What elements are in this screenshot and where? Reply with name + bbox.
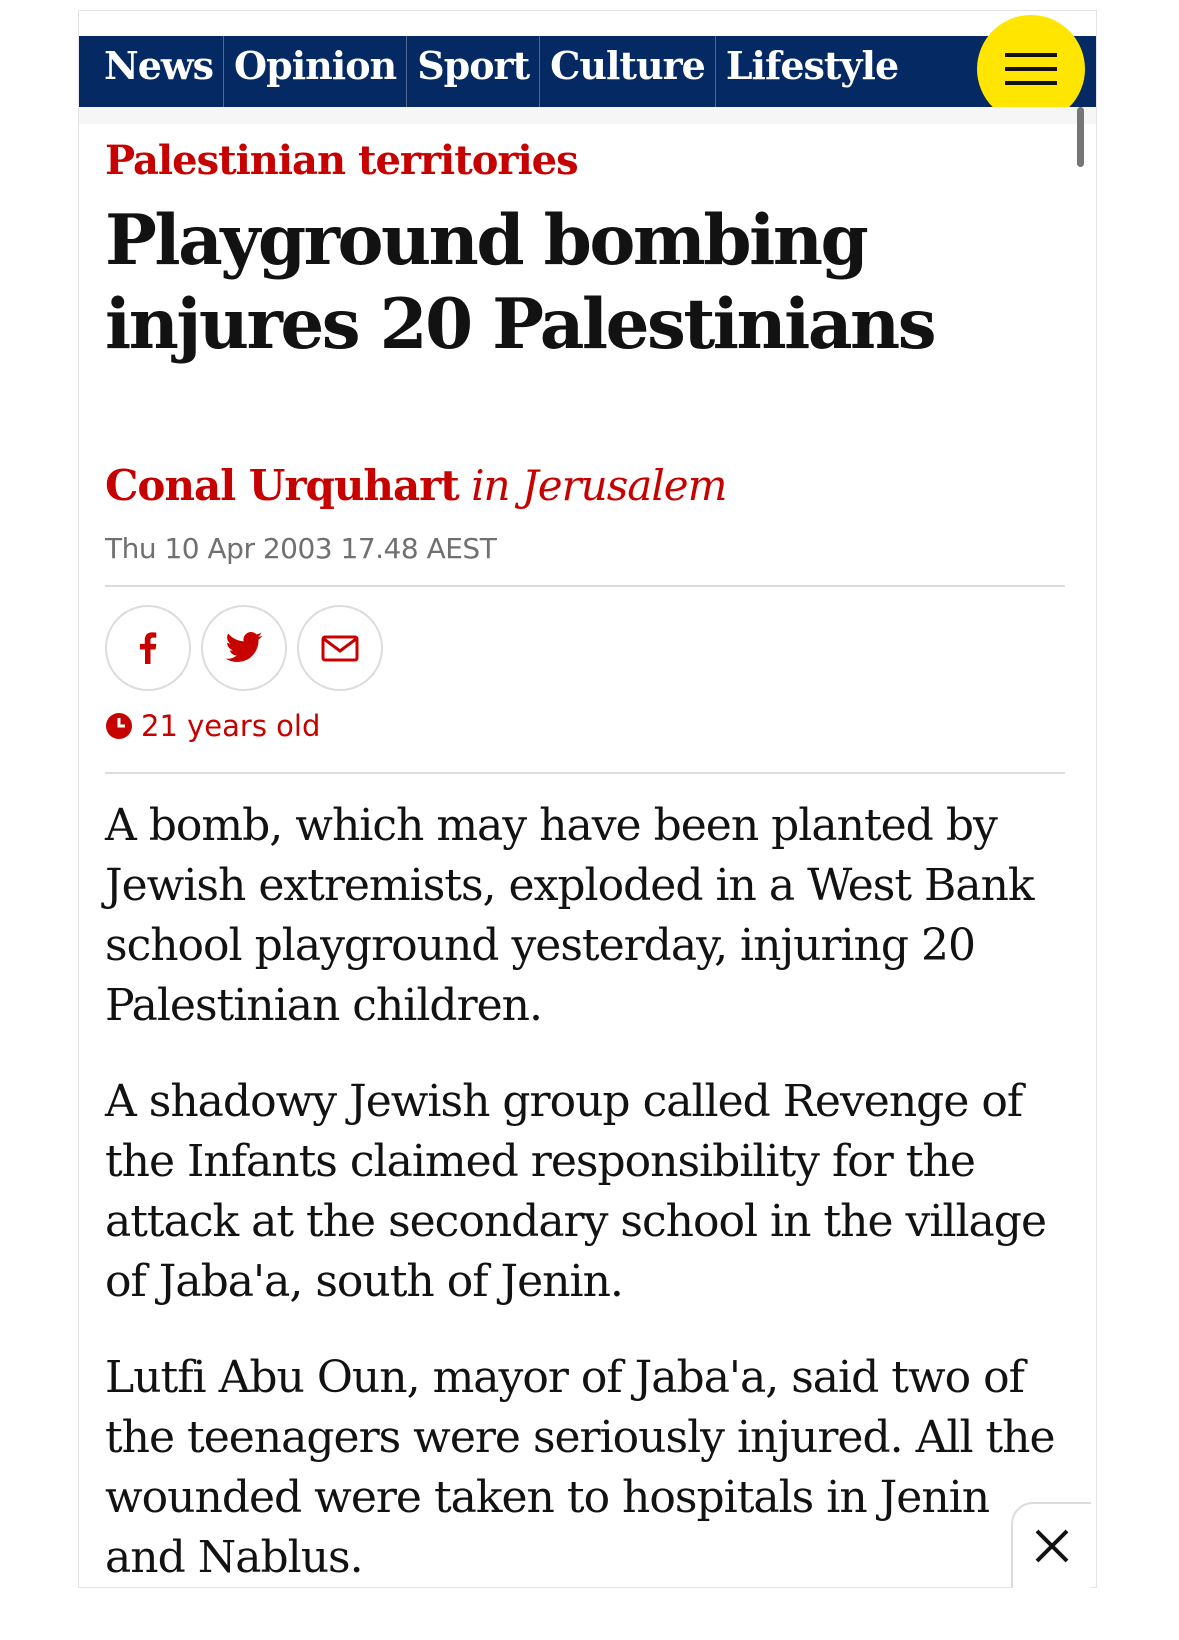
article-age-warning bbox=[105, 709, 1065, 743]
nav-item-sport[interactable]: Sport bbox=[407, 36, 540, 107]
close-button[interactable] bbox=[1011, 1502, 1091, 1588]
byline bbox=[105, 461, 1065, 510]
clock-icon bbox=[105, 712, 133, 740]
hamburger-menu-icon bbox=[1005, 53, 1057, 57]
close-icon bbox=[1033, 1527, 1071, 1565]
twitter-icon bbox=[224, 628, 264, 668]
nav-item-opinion[interactable]: Opinion bbox=[224, 36, 407, 107]
body-paragraph: Lutfi Abu Oun, mayor of Jaba'a, said two of the teenagers were seriously injured. All the wounded were taken to hospitals in Jenin and Nablus. bbox=[105, 1352, 1055, 1583]
article-age-label: 21 years old bbox=[141, 709, 321, 743]
nav-item-lifestyle[interactable]: Lifestyle bbox=[725, 43, 899, 88]
author-link[interactable]: Conal Urquhart bbox=[105, 461, 459, 510]
article-headline: Playground bombing injures 20 Palestinians bbox=[105, 200, 935, 365]
scrollbar[interactable] bbox=[1077, 107, 1084, 167]
nav-item-news[interactable]: News bbox=[79, 36, 224, 107]
share-facebook-button[interactable] bbox=[105, 605, 191, 691]
nav-divider-strip bbox=[79, 107, 1097, 124]
article bbox=[105, 131, 1065, 1588]
share-email-button[interactable] bbox=[297, 605, 383, 691]
body-paragraph: A shadowy Jewish group called Revenge of the Infants claimed responsibility for the attack at the secondary school in the village of Jaba'a, south of Jenin. bbox=[105, 1076, 1046, 1307]
facebook-icon bbox=[128, 628, 168, 668]
publish-date: Thu 10 Apr 2003 17.48 AEST bbox=[105, 532, 497, 565]
share-twitter-button[interactable] bbox=[201, 605, 287, 691]
body-paragraph: A bomb, which may have been planted by Jewish extremists, exploded in a West Bank school playground yesterday, injuring 20 Palestinian children. bbox=[105, 800, 1034, 1031]
share-buttons bbox=[105, 605, 1065, 691]
section-kicker[interactable]: Palestinian territories bbox=[105, 137, 578, 184]
divider bbox=[105, 772, 1065, 774]
top-navigation bbox=[79, 36, 1097, 107]
nav-item-culture[interactable]: Culture bbox=[540, 36, 716, 107]
page-frame bbox=[78, 10, 1097, 1588]
divider bbox=[105, 585, 1065, 587]
byline-location: in Jerusalem bbox=[471, 461, 727, 510]
email-icon bbox=[318, 628, 362, 668]
